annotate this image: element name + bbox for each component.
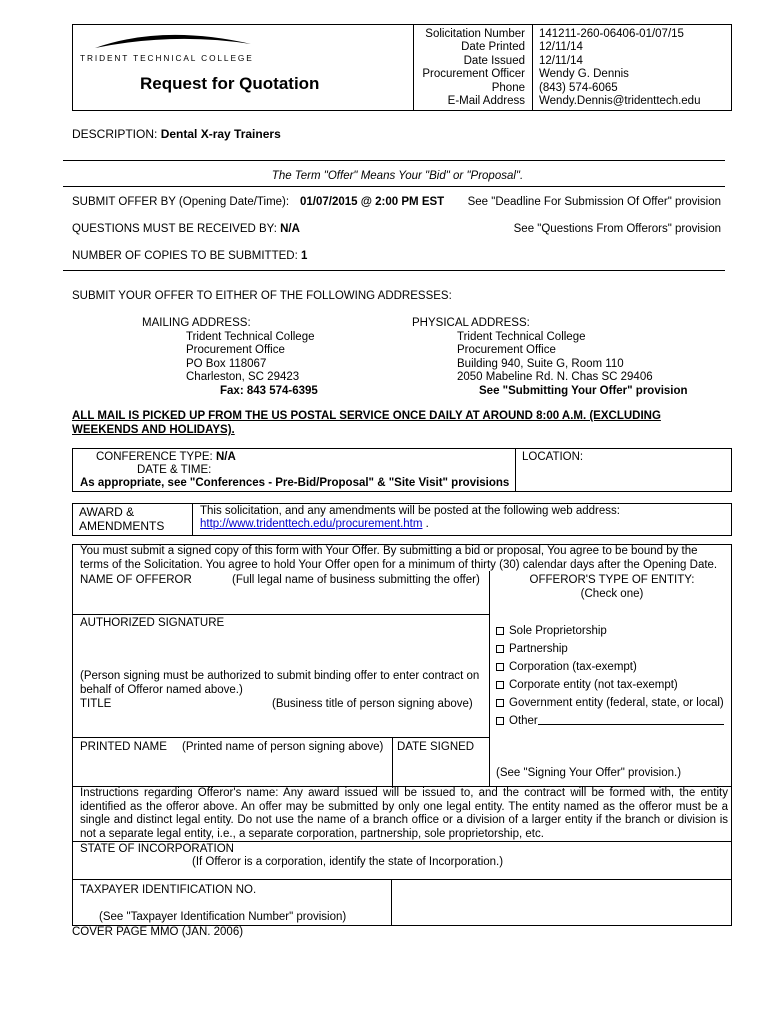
- conference-type: [96, 451, 236, 463]
- submit-by-value: 01/07/2015 @ 2:00 PM EST: [300, 196, 445, 208]
- physical-address-label: PHYSICAL ADDRESS:: [412, 317, 530, 329]
- mailing-line: PO Box 118067: [186, 357, 267, 370]
- questions-value: N/A: [280, 223, 300, 235]
- entity-option-label: Corporation (tax-exempt): [509, 661, 637, 673]
- conference-divider: [515, 448, 516, 492]
- award-label-line: AWARD &: [79, 505, 135, 519]
- physical-address: [412, 317, 688, 398]
- physical-line: Procurement Office: [457, 344, 556, 356]
- mailing-line: Trident Technical College: [186, 330, 315, 343]
- entity-option-partnership[interactable]: [496, 640, 724, 658]
- printed-name-label: PRINTED NAME: [80, 741, 167, 753]
- divider: [72, 737, 489, 738]
- procurement-officer-value: Wendy G. Dennis: [539, 68, 629, 80]
- signature-note: (Person signing must be authorized to submit binding offer to enter contract on behalf of Offeror named above.): [80, 670, 480, 696]
- mail-notice: ALL MAIL IS PICKED UP FROM THE US POSTAL SERVICE ONCE DAILY AT AROUND 8:00 A.M. (EXCLUDING WEEKENDS AND HOLIDAYS).: [72, 410, 661, 436]
- title-field[interactable]: [76, 712, 484, 736]
- award-divider: [192, 503, 193, 536]
- offer-intro: You must submit a signed copy of this form with Your Offer. By submitting a bid or proposal, You agree to be bound by the terms of the Solicitation. You agree to hold Your Offer open for a minimum of thirty (30) calendar days after the Opening Date.: [80, 545, 718, 571]
- date-printed-value: 12/11/14: [539, 41, 583, 53]
- solicitation-number-value: 141211-260-06406-01/07/15: [539, 28, 684, 40]
- award-url: [200, 518, 429, 530]
- college-logo-swoosh: [93, 28, 253, 50]
- entity-option-label: Government entity (federal, state, or local): [509, 697, 724, 709]
- description-value: Dental X-ray Trainers: [160, 127, 281, 141]
- entity-options: [496, 622, 724, 730]
- date-issued-value: 12/11/14: [539, 55, 583, 67]
- email-label: E-Mail Address: [447, 95, 525, 107]
- mailing-line: Charleston, SC 29423: [186, 371, 300, 383]
- conference-type-label: CONFERENCE TYPE:: [96, 451, 213, 463]
- other-blank[interactable]: [538, 713, 724, 725]
- date-signed-field[interactable]: [396, 756, 486, 784]
- mailing-fax: Fax: 843 574-6395: [220, 384, 318, 397]
- entity-option-label: Partnership: [509, 643, 568, 655]
- entity-hint: (Check one): [580, 588, 644, 600]
- checkbox-icon: [496, 717, 504, 725]
- date-issued-label: Date Issued: [463, 55, 525, 67]
- email-value[interactable]: Wendy.Dennis@tridenttech.edu: [539, 95, 701, 107]
- checkbox-icon: [496, 699, 504, 707]
- divider: [489, 571, 490, 786]
- solicitation-number-label: Solicitation Number: [425, 28, 525, 40]
- submit-by-note: See "Deadline For Submission Of Offer" provision: [467, 196, 721, 208]
- title-hint: (Business title of person signing above): [272, 698, 473, 710]
- entity-option-other[interactable]: [496, 712, 724, 730]
- entity-title: OFFEROR'S TYPE OF ENTITY:: [529, 574, 695, 586]
- offeror-name-hint: (Full legal name of business submitting the offer): [232, 574, 480, 586]
- questions: [72, 223, 300, 235]
- award-text: This solicitation, and any amendments will be posted at the following web address:: [200, 505, 620, 517]
- tin-label: TAXPAYER IDENTIFICATION NO.: [80, 884, 257, 896]
- mailing-address: [142, 317, 318, 398]
- date-signed-label: DATE SIGNED: [397, 741, 475, 753]
- state-hint: (If Offeror is a corporation, identify the state of Incorporation.): [192, 856, 504, 868]
- checkbox-icon: [496, 627, 504, 635]
- questions-note: See "Questions From Offerors" provision: [513, 223, 721, 235]
- copies-label: NUMBER OF COPIES TO BE SUBMITTED:: [72, 250, 298, 262]
- divider: [391, 879, 392, 926]
- date-printed-label: Date Printed: [461, 41, 525, 53]
- signature-field[interactable]: [76, 631, 484, 667]
- tin-hint: (See "Taxpayer Identification Number" provision): [99, 911, 347, 923]
- entity-option-corp-exempt[interactable]: [496, 658, 724, 676]
- conference-location-label: LOCATION:: [522, 451, 584, 463]
- description-label: DESCRIPTION:: [72, 127, 158, 141]
- offeror-instructions: Instructions regarding Offeror's name: Any award issued will be issued to, and the contract will be formed with, the entity identified as the offeror above. An offer may be submitted by only one legal entity. The entity named as the offeror must be a single and distinct legal entity. Do not use the name of a branch office or a division of a larger entity if the branch or division is not a separate legal entity, i.e., a separate corporation, partnership, sole proprietorship, etc.: [80, 787, 728, 840]
- physical-line: 2050 Mabeline Rd. N. Chas SC 29406: [457, 371, 653, 383]
- offeror-name-label: NAME OF OFFEROR: [80, 574, 192, 586]
- phone-label: Phone: [491, 82, 525, 94]
- entity-option-label: Other: [509, 715, 538, 727]
- divider: [72, 879, 732, 880]
- checkbox-icon: [496, 645, 504, 653]
- award-label: [79, 505, 164, 533]
- term-note: The Term "Offer" Means Your "Bid" or "Proposal".: [271, 170, 524, 182]
- conference-note: As appropriate, see "Conferences - Pre-Bid/Proposal" & "Site Visit" provisions: [80, 477, 510, 489]
- conference-type-value: N/A: [215, 451, 236, 463]
- divider: [63, 186, 725, 187]
- signature-label: AUTHORIZED SIGNATURE: [80, 617, 225, 629]
- divider: [63, 270, 725, 271]
- award-url-suffix: .: [422, 518, 429, 530]
- copies-value: 1: [300, 250, 308, 262]
- printed-name-hint: (Printed name of person signing above): [182, 741, 384, 753]
- divider: [63, 160, 725, 161]
- procurement-officer-label: Procurement Officer: [422, 68, 525, 80]
- award-label-line: AMENDMENTS: [79, 519, 165, 533]
- procurement-link[interactable]: http://www.tridenttech.edu/procurement.htm: [200, 518, 423, 530]
- divider: [72, 841, 732, 842]
- logo-text: TRIDENT TECHNICAL COLLEGE: [80, 53, 254, 63]
- conference-datetime-label: DATE & TIME:: [137, 464, 212, 476]
- mailing-line: Procurement Office: [186, 344, 285, 356]
- submit-by-label: SUBMIT OFFER BY (Opening Date/Time):: [72, 196, 290, 208]
- physical-line: Building 940, Suite G, Room 110: [457, 357, 624, 370]
- copies: [72, 250, 307, 262]
- phone-value: (843) 574-6065: [539, 82, 618, 94]
- questions-label: QUESTIONS MUST BE RECEIVED BY:: [72, 223, 277, 235]
- title-label: TITLE: [80, 698, 112, 710]
- header-divider: [413, 24, 414, 111]
- offeror-name-field[interactable]: [76, 588, 484, 612]
- divider: [72, 614, 489, 615]
- physical-line: Trident Technical College: [457, 330, 586, 343]
- state-label: STATE OF INCORPORATION: [80, 843, 234, 855]
- page-title: Request for Quotation: [140, 74, 320, 93]
- header-divider-2: [532, 24, 533, 111]
- signing-note: (See "Signing Your Offer" provision.): [496, 767, 682, 779]
- entity-option-government[interactable]: [496, 694, 724, 712]
- tin-field[interactable]: [395, 882, 728, 922]
- divider: [392, 737, 393, 786]
- entity-option-corp[interactable]: [496, 676, 724, 694]
- checkbox-icon: [496, 681, 504, 689]
- checkbox-icon: [496, 663, 504, 671]
- printed-name-field[interactable]: [76, 756, 388, 784]
- addresses-intro: SUBMIT YOUR OFFER TO EITHER OF THE FOLLOWING ADDRESSES:: [72, 290, 452, 302]
- mailing-address-label: MAILING ADDRESS:: [142, 317, 251, 329]
- footer: COVER PAGE MMO (JAN. 2006): [72, 926, 244, 938]
- entity-option-label: Corporate entity (not tax-exempt): [509, 679, 678, 691]
- entity-option-sole[interactable]: [496, 622, 724, 640]
- entity-option-label: Sole Proprietorship: [509, 625, 607, 637]
- physical-note: See "Submitting Your Offer" provision: [479, 384, 688, 397]
- description: [72, 127, 281, 141]
